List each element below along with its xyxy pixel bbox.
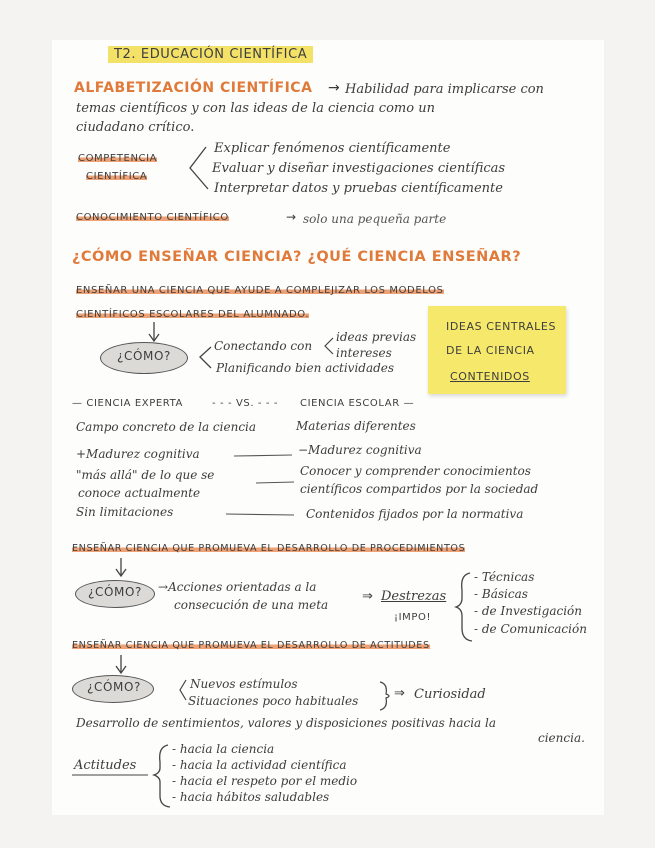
destreza-2-text: Básicas [481, 587, 528, 601]
actitud-2: - hacia la actividad científica [172, 758, 347, 772]
como-2: ¿CÓMO? [88, 585, 142, 599]
escolar-row-2: −Madurez cognitiva [298, 443, 422, 457]
sec2-arrow: ⇒ [362, 589, 373, 604]
competencia-item-1: Explicar fenómenos científicamente [214, 141, 451, 156]
competencia-label-1: COMPETENCIA [78, 153, 158, 164]
sec2-text-1: →Acciones orientadas a la [158, 580, 317, 594]
sticky-line-2: DE LA CIENCIA [446, 344, 535, 357]
sec2-line-2: consecución de una meta [174, 598, 329, 612]
vs-label: - - - VS. - - - [212, 398, 279, 409]
page-title: T2. EDUCACIÓN CIENTÍFICA [108, 46, 313, 63]
sec1-line-1: ENSEÑAR UNA CIENCIA QUE AYUDE A COMPLEJIZAR LOS MODELOS [76, 285, 444, 296]
conectando-text: Conectando con [214, 339, 313, 353]
actitud-1: - hacia la ciencia [172, 742, 275, 756]
intereses-text: intereses [336, 346, 392, 360]
ciencia-experta-title: — CIENCIA EXPERTA [72, 398, 183, 409]
escolar-row-4: Contenidos fijados por la normativa [306, 507, 524, 521]
destreza-3-text: de Investigación [481, 604, 582, 618]
actitud-4-text: hacia hábitos saludables [179, 790, 330, 804]
competencia-item-2: Evaluar y diseñar investigaciones científicas [212, 161, 506, 176]
ciencia-escolar-title: CIENCIA ESCOLAR — [300, 398, 415, 409]
alfabetizacion-def-2: temas científicos y con las ideas de la ciencia como un [76, 101, 435, 116]
destreza-1: - Técnicas [474, 570, 535, 584]
alfabetizacion-def-3: ciudadano crítico. [76, 120, 195, 135]
impo-label: ¡IMPO! [394, 612, 432, 623]
actitudes-label: Actitudes [74, 758, 137, 773]
sec2-line-1: Acciones orientadas a la [168, 580, 317, 594]
alfabetizacion-def-1: Habilidad para implicarse con [345, 82, 544, 97]
sticky-line-3: CONTENIDOS [450, 370, 530, 383]
destreza-2: - Básicas [474, 587, 528, 601]
ideas-previas-text: ideas previas [336, 330, 417, 344]
sec3-desc-2: ciencia. [538, 731, 585, 745]
destrezas-label: Destrezas [381, 589, 447, 604]
experta-row-3a: "más allá" de lo que se [76, 468, 215, 482]
escolar-row-3b: científicos compartidos por la sociedad [300, 482, 539, 496]
brace-competencia [190, 147, 208, 189]
actitud-3-text: hacia el respeto por el medio [179, 774, 358, 788]
experta-row-3b: conoce actualmente [78, 486, 201, 500]
sec1-line-2: CIENTÍFICOS ESCOLARES DEL ALUMNADO. [76, 309, 310, 320]
planificando-text: Planificando bien actividades [216, 361, 395, 375]
conocimiento-text: solo una pequeña parte [303, 212, 447, 226]
destreza-4-text: de Comunicación [481, 622, 587, 636]
conocimiento-label: CONOCIMIENTO CIENTÍFICO [76, 212, 229, 223]
actitud-4: - hacia hábitos saludables [172, 790, 330, 804]
actitud-2-text: hacia la actividad científica [179, 758, 347, 772]
sec3-heading: ENSEÑAR CIENCIA QUE PROMUEVA EL DESARROLLO DE ACTITUDES [72, 640, 430, 651]
destreza-1-text: Técnicas [481, 570, 535, 584]
alfabetizacion-heading: ALFABETIZACIÓN CIENTÍFICA [74, 80, 313, 96]
ciencia-escolar-label: CIENCIA ESCOLAR [300, 398, 400, 409]
alfabetizacion-arrow: → [328, 80, 340, 96]
como-3: ¿CÓMO? [87, 680, 141, 694]
destreza-3: - de Investigación [474, 604, 582, 618]
experta-row-4: Sin limitaciones [76, 505, 174, 519]
curiosidad-label: Curiosidad [414, 687, 486, 702]
actitud-1-text: hacia la ciencia [179, 742, 275, 756]
como-1: ¿CÓMO? [117, 349, 171, 363]
ciencia-experta-label: CIENCIA EXPERTA [86, 398, 183, 409]
sec3-desc-1: Desarrollo de sentimientos, valores y disposiciones positivas hacia la [76, 716, 497, 730]
question-heading: ¿CÓMO ENSEÑAR CIENCIA? ¿QUÉ CIENCIA ENSEÑAR? [72, 249, 522, 265]
sec3-item-1: Nuevos estímulos [190, 677, 298, 691]
escolar-row-1: Materias diferentes [296, 419, 416, 433]
sec3-item-2: Situaciones poco habituales [188, 694, 359, 708]
competencia-label-2: CIENTÍFICA [86, 171, 148, 182]
experta-row-2: +Madurez cognitiva [76, 447, 200, 461]
experta-row-1: Campo concreto de la ciencia [76, 420, 257, 434]
sticky-line-1: IDEAS CENTRALES [446, 320, 557, 333]
sec2-heading: ENSEÑAR CIENCIA QUE PROMUEVA EL DESARROLLO DE PROCEDIMIENTOS [72, 543, 466, 554]
sec3-arrow: ⇒ [394, 686, 405, 701]
conocimiento-arrow: → [286, 210, 297, 224]
actitud-3: - hacia el respeto por el medio [172, 774, 358, 788]
escolar-row-3a: Conocer y comprender conocimientos [300, 464, 531, 478]
destreza-4: - de Comunicación [474, 622, 587, 636]
sticky-note [428, 306, 566, 394]
competencia-item-3: Interpretar datos y pruebas científicamente [214, 181, 503, 196]
